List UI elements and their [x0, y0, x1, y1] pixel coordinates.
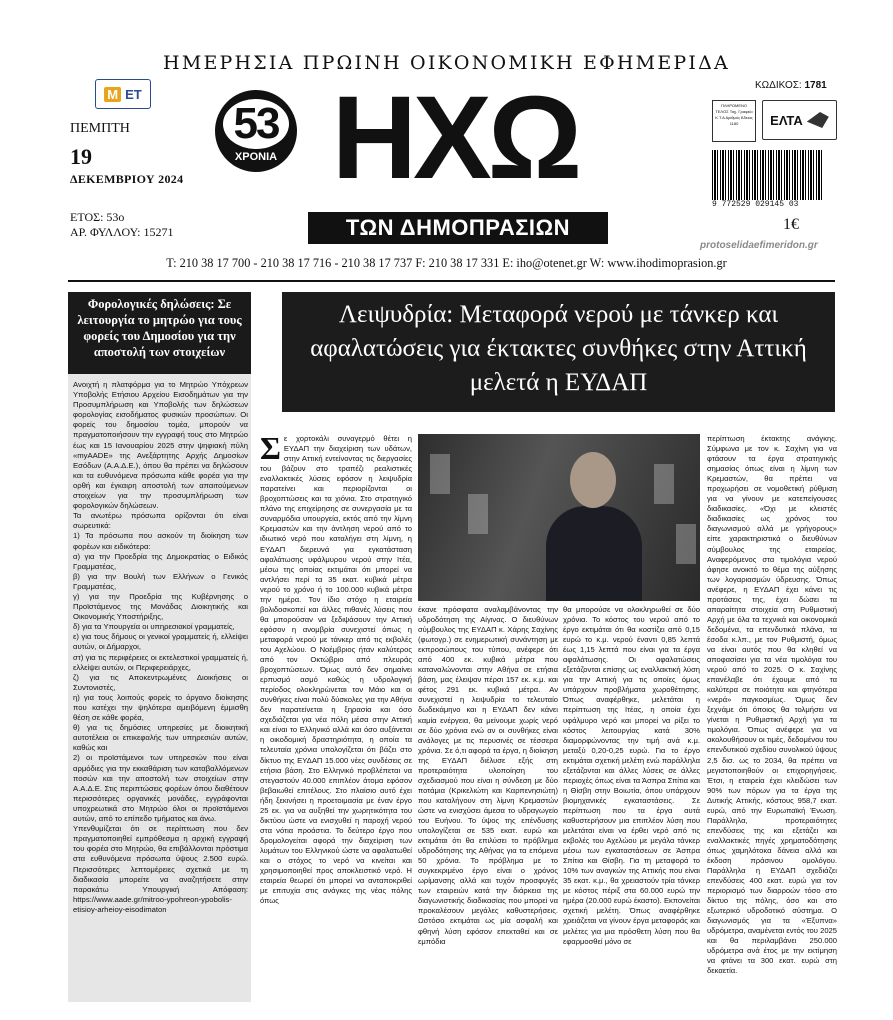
- anniversary-label: ΧΡΟΝΙΑ: [234, 151, 278, 163]
- code-label-text: ΚΩΔΙΚΟΣ:: [755, 80, 802, 91]
- photo-backdrop: [430, 454, 450, 494]
- sidebar-paragraph: ζ) για τις Αποκεντρωμένες Διοικήσεις οι Συντονιστές,: [73, 672, 248, 692]
- sidebar-paragraph: γ) για την Προεδρία της Κυβέρνησης ο Προϊστάμενος της Μονάδας Διοικητικής και Οικονομικής Υποστήριξης,: [73, 591, 248, 622]
- code-value: 1781: [804, 80, 827, 91]
- watermark: protoselidaefimeridon.gr: [700, 240, 818, 251]
- photo-person: [546, 452, 642, 601]
- masthead-title: ΗΧΩ: [331, 72, 579, 204]
- met-logo-text: ET: [125, 86, 142, 102]
- photo-person-suit: [546, 506, 642, 601]
- contact-line: Τ: 210 38 17 700 - 210 38 17 716 - 210 38 17 737 F: 210 38 17 331 E: iho@otenet.gr W: www.ihodimoprasion.gr: [166, 256, 727, 270]
- sidebar-paragraph: α) για την Προεδρία της Δημοκρατίας ο Ειδικός Γραμματέας,: [73, 551, 248, 571]
- issue-year: ΕΤΟΣ: 53ο: [70, 210, 125, 224]
- issue-number: ΑΡ. ΦΥΛΛΟΥ: 15271: [70, 225, 174, 239]
- photo-person-head: [570, 452, 616, 508]
- sidebar-paragraph: Υπενθυμίζεται ότι σε περίπτωση που δεν πραγματοποιηθεί εμπρόθεσμα η αρχική εγγραφή του φορέα στο Μητρώο, θα επιβάλλονται πρόστιμα στα ευθυνόμενα πρόσωπα ύψους 2.500 ευρώ. Περισσότερες λεπτομέρειες σχετικά με τη διαδικασία μπορείτε να αναζητήσετε στην παρακάτω Υπουργική Απόφαση: https://www.aade.gr/mitroo-ypohreon-ypobolis-etisioy-arheioy-eisodimaton: [73, 824, 248, 914]
- article-text: ε χορτοκάλι συναγερμό θέτει η ΕΥΔΑΠ την διαχείριση των υδάτων, στην Αττική εντείνοντας τις διεργασίες του βάζουν στο τραπέζι ρεαλιστικές εναλλακτικές λύσεις εφόσον η λειψυδρία παρατείνει και περιορίζονται οι βροχοπτώσεις και τα χιόνια. Στο στρατηγικό πλάνο της επιχείρησης σε συνεργασία με τα συναρμόδια υπουργεία, εκτός από την λίμνη Κρεμαστών και την άντληση νερού από το ιδιωτικό νερό που καταλήγει στη λίμνη, η ΕΥΔΑΠ διερευνά για εγκατάσταση αφαλάτωσης υφάλμυρου νερού στην Ιτέα, μέσω της οποίας εκτιμάται ότι μπορεί να αντλήσει περί τα 35 εκατ. κυβικά μέτρα νερού το χρόνο ή το 100.000 κυβικά μέτρα την ημέρα. Τον ίδιο στόχο η εταιρεία βολιδοσκοπεί και άλλες πιθανές λύσεις που θα μπορούσαν να ξεδιψάσουν την Αττική εφόσον η ανομβρία συνεχιστεί όπως η μεταφορά νερού με τάνκερ από τις εκβολές του Αχελώου. Ο Νοέμβριος ήταν καλύτερος από τον Οκτώβριο από πλευράς βροχοπτώσεων. Όμως αυτό δεν σημαίνει ερπυσμό ασμό καθώς η υδρολογική περίοδος ολοκληρώνεται τον Μάιο και οι συνθήκες είναι πολύ δύσκολες για την Αθήνα δεν παρατείνεται η ξηρασία και όσο σχεδιάζεται για νέα πόλη μέσα στην Αττική και είναι το Ελληνικό αλλά και όσο αυξάνεται η οικοδομική δραστηριότητα, η οποία τα τελευταία χρόνια υπολογίζεται ότι βάζει στο δίκτυο της ΕΥΔΑΠ 15.000 νέες συνδέσεις σε ετήσια βάση. Στο Ελληνικό προβλέπεται να στεγαστούν 40.000 επιπλέον άτομα εφόσον βεβαιωθεί επιτέλους. Στο πλαίσιο αυτό έχει ήδη ξεκινήσει η προετοιμασία με έναν έργο 25 εκ. για να αυξηθεί την χωρητικότητα του δικτύου ώστε να ενισχυθεί η παροχή νερού στα νότια προάστια. Το δεύτερο έργο που δρομολογείται αφορά την διαχείριση των λυμάτων του Ελληνικού ώστε να αφαλατωθεί και ο στόχος το νερό να κινείται και χρησιμοποιηθεί προς αποκλειστικό νερό. Η εταιρεία θεωρεί ότι μπορεί να ανταποκριθεί με επιτυχία στις ανάγκες της νέας πόλης όπως: [260, 434, 412, 906]
- elta-text: ΕΛΤΑ: [770, 112, 803, 128]
- sidebar-paragraph: δ) για τα Υπουργεία οι υπηρεσιακοί γραμματείς,: [73, 622, 235, 632]
- photo-backdrop: [468, 494, 488, 534]
- sidebar-paragraph: ε) για τους δήμους οι γενικοί γραμματείς ή, ελλείψει αυτών, οι Δήμαρχοι,: [73, 632, 248, 652]
- sidebar-paragraph: 2) οι προϊστάμενοι των υπηρεσιών που είναι αρμόδιες για την εκκαθάριση των καταβαλλόμενων ποσών και την αποστολή των στοιχείων στην Α.Α.Δ.Ε. Στις περιπτώσεις φορέων όπου διαθέτουν περισσότερες οργανικές μονάδες, εγγράφονται υποχρεωτικά στο Μητρώο όλοι οι προϊστάμενοι αυτών, από το επίπεδο τμήματος και άνω.: [73, 753, 248, 824]
- article-photo: [418, 434, 700, 601]
- masthead-subtitle: ΤΩΝ ΔΗΜΟΠΡΑΣΙΩΝ: [308, 212, 608, 244]
- price: 1€: [783, 216, 799, 233]
- sidebar-paragraph: Τα ανωτέρω πρόσωπα ορίζονται ότι είναι σωρευτικά:: [73, 511, 248, 531]
- photo-backdrop: [676, 524, 696, 564]
- barcode-digits: 9 772529 029145 03: [712, 200, 799, 209]
- article-column-3: θα μπορούσε να ολοκληρωθεί σε δύο χρόνια. Το κόστος του νερού από το έργο εκτιμάται ότι θα κοστίζει από 0,15 ευρώ το κ.μ. νερού έναντι 0,85 λεπτά έως 1,15 λεπτά που είναι για τα έργα αφαλάτωσης. Οι αφαλατώσεις εξετάζονται επίσης ως εναλλακτική λύση για την Αττική για τις οποίες όμως υπάρχουν προβλήματα χωροθέτησης. Όπως αναφέρθηκε, μελετάται η περίπτωση της Ιτέας, η οποία έχει υφάλμυρο νερό και μπορεί να ρίξει το κόστος λειτουργίας κατά 30% διαμορφώνοντας την τιμή ανά κ.μ. μεταξύ 0,20-0,25 ευρώ. Για το έργο εκτιμάται σχετική μελέτη ενώ παράλληλα εξετάζονται και άλλες λύσεις σε άλλες περιοχές όπως είναι τα Άσπρα Σπίτια και η Θίσβη στην Βοιωτία, όπου υπάρχουν βιομηχανικές εγκαταστάσεις. Σε περίπτωση που τα έργα αυτά καθυστερήσουν μια επιπλέον λύση που μελετάται είναι να έρθει νερό από τις εκβολές του Αχελώου με μεγάλα τάνκερ μέσω των εγκαταστάσεων σε Άσπρα Σπίτια και Θίσβη. Για τη μεταφορά το 10% των αναγκών της Αττικής που είναι 35 εκατ. κ.μ., θα χρειαστούν τρία τάνκερ με κόστος πέριξ στα 60.000 ευρώ την ημέρα (20.000 ευρώ έκαστο). Εκπονείται σχετική μελέτη. Όπως αναφέρθηκε χρειάζεται να γίνουν έργα μεταφοράς και μελέτες για μια πρόσθετη λύση που θα εφαρμοσθεί μόνο σε: [563, 605, 700, 946]
- sidebar-paragraph: Ανοιχτή η πλατφόρμα για το Μητρώο Υπόχρεων Υποβολής Ετήσιου Αρχείου Εισοδημάτων για την Προσυμπλήρωση και Υποβολής των δηλώσεων φορολογίας εισοδήματος φυσικών προσώπων. Οι φορείς του δημοσίου τομέα, μπορούν να πραγματοποιήσουν την εγγραφή τους στο Μητρώο έως και 15 Ιανουαρίου 2025 στην ψηφιακή πύλη «myAADE» της Ανεξάρτητης Αρχής Δημοσίων Εσόδων (Α.Α.Δ.Ε.), όπου θα πρέπει να δηλώσουν και τα ευθυνόμενα πρόσωπα κάθε φορέα για την ορθή και έγκαιρη αποστολή των απαιτούμενων στοιχείων για την προσυμπλήρωση των φορολογικών δηλώσεων.: [73, 380, 248, 511]
- sidebar-paragraph: 1) Τα πρόσωπα που ασκούν τη διοίκηση των φορέων και ειδικότερα:: [73, 531, 248, 551]
- met-logo: [95, 79, 151, 109]
- met-logo-mark: M: [104, 87, 121, 102]
- anniversary-number: 53: [223, 99, 289, 149]
- article-column-2: έκανε πρόσφατα αναλαμβάνοντας την υδροδότηση της Αίγινας. Ο διευθύνων σύμβουλος της ΕΥΔΑΠ κ. Χάρης Σαχίνης (φωτογρ.) σε ενημερωτική συνάντηση με εκπροσώπους του τύπου, ανέφερε ότι από 400 εκ. κυβικά μέτρα που καταναλώνονται στην Αθήνα σε ετήσια βάση, μας έλειψαν πέρσι 157 εκ. κ.μ. και φέτος 291 εκ. κυβικά μέτρα. Αν συνεχιστεί η λειψυδρία το τελευταίο δωδεκάμηνο και η ΕΥΔΑΠ δεν κάνει καμία ενέργεια, θα μείνουμε χωρίς νερό σε δύο χρόνια ενώ αν οι συνθήκες είναι ανάλογες με τις περυσινές σε τέσσερα χρόνια. Σε ό,τι αφορά τα έργα, η διοίκηση της ΕΥΔΑΠ διέλυσε εξής στη προτεραιότητα υλοποίηση του σχεδιασμού που είναι η σύνδεση με δύο ποτάμια (Κρικελιώτη και Καρπενησιώτη) που καταλήγουν στη λίμνη Κρεμαστών ώστε να ενισχύσει άμεσα το υδραγωγείο του Ευήνου. Το ύψος της επένδυσης υπολογίζεται σε 535 εκατ. ευρώ και εκτιμάται ότι θα επιλύσει το πρόβλημα υδροδότησης της Αθήνας για τα επόμενα 50 χρόνια. Το πρόβλημα με το συγκεκριμένο έργο είναι ο χρόνος ωρίμανσης αλλά και τυχόν προσφυγές των εταιρειών κατά την διάρκεια της διαγωνιστικής διαδικασίας που μπορεί να προκαλέσουν μεγάλες καθυστερήσεις. Ωστόσο εκτιμάται ως μία ασφαλή και φθηνή λύση εφόσον επεκταθεί και σε εμπόδια: [418, 605, 558, 946]
- article-column-1: [260, 430, 412, 906]
- postage-stamp: ΠΛΗΡΩΜΕΝΟ ΤΕΛΟΣ Ταχ. Γραφείο Κ.Τ.Α Αριθμός Άδειας 1180: [712, 100, 756, 142]
- issue-date-number: 19: [70, 144, 92, 169]
- sidebar-paragraph: θ) για τις δημόσιες υπηρεσίες με διοικητική αυτοτέλεια οι επικεφαλής των υπηρεσιών αυτών, καθώς και: [73, 723, 248, 753]
- sidebar-paragraph: β) για την Βουλή των Ελλήνων ο Γενικός Γραμματέας,: [73, 571, 248, 591]
- issue-day: ΠΕΜΠΤΗ: [70, 121, 130, 136]
- barcode: [712, 150, 822, 200]
- article-column-4: περίπτωση έκτακτης ανάγκης. Σύμφωνα με τον κ. Σαχίνη για να φτάσουν τα έργα στρατηγικής σημασίας όπως είναι η λίμνη των Κρεμαστών, θα πρέπει να προχωρήσει σε νομοθετική ρύθμιση για να γίνουν με κατεπείγουσες διαδικασίες. «Όχι με κλειστές διαδικασίες ως χρόνος του διαγωνισμού αλλά με γρήγορους» είπε χαρακτηριστικά ο διευθύνων σύμβουλος της εταιρείας. Αναφερόμενος στα τιμολόγια νερού άφησε ανοικτό το θέμα της αύξησης των λογαριασμών ύδρευσης. Όπως ανέφερε, η ΕΥΔΑΠ έχει κάνει τις προτάσεις της, έχει δώσει τα απαραίτητα στοιχεία στη Ρυθμιστική Αρχή με όλα τα τεχνικά και οικονομικά δεδομένα, τα επενδυτικά πλάνα, τα έσοδα κ.λπ., με τον Ρυθμιστή, όμως να είναι αυτός που θα κληθεί να αποφασίσει για τα νέα τιμολόγια του νερού από το 2025. Ο κ. Σαχίνης επανέλαβε ότι έχουμε από τα καλύτερα σε ποιότητα και φτηνότερα «νερά» παγκοσμίως. Όμως δεν ξεχνάμε ότι όποιος θα τολμήσει να γίνεται η Ρυθμιστική Αρχή για τα τιμολόγια. Όπως ανέφερε για να ακολουθήσουν οι τιμές, δεδομένου του επενδυτικού σχεδίου συνολικού ύψους 2,5 δισ. ως το 2034, θα πρέπει να μεγιστοποιηθούν οι επιχορηγήσεις. Έτσι, η εταιρεία έχει κλειδώσει των 90% των πόρων για τα έργα της Δυτικής Αττικής, κόστους 958,7 εκατ. ευρώ, από την Ευρωπαϊκή Ένωση. Παράλληλα, προτεραιότητες επενδύσεις της και εξετάζει και εναλλακτικές πηγές χρηματοδότησης όπως χαμηλότοκα δάνεια αλλά και έκδοση πράσινου ομολόγου. Παράλληλα η ΕΥΔΑΠ σχεδιάζει επενδύσεις 400 εκατ. ευρώ για τον περιορισμό των διαρροών τόσο στο δίκτυο της πόλης, όσο και στο εξωτερικό υδροδοτικό σύστημα. Ο διαγωνισμός για τα «Έξυπνα» υδρόμετρα, αναμένεται εντός του 2025 και θα περιλαμβάνει 250.000 υδρόμετρα ανά έτος με την εκτίμηση να φτάνει τα 300 εκατ. ευρώ στη δεκαετία.: [707, 434, 837, 976]
- sidebar-title: Φορολογικές δηλώσεις: Σε λειτουργία το μητρώο για τους φορείς του Δημοσίου για την αποστολή των στοιχείων: [68, 292, 251, 374]
- code-label: [755, 80, 827, 91]
- anniversary-badge: [215, 90, 297, 172]
- elta-bird-icon: [807, 112, 829, 128]
- sidebar-paragraph: η) για τους λοιπούς φορείς το όργανο διοίκησης που κατέχει την ψηλότερα αμειβόμενη έμμισθη θέση σε κάθε φορέα,: [73, 692, 248, 723]
- header-rule: [68, 280, 835, 282]
- sidebar-paragraph: στ) για τις περιφέρειες οι εκτελεστικοί γραμματείς ή, ελλείψει αυτών, οι Περιφερειάρχες,: [73, 652, 248, 672]
- dropcap: Σ: [260, 430, 281, 466]
- issue-date-month: ΔΕΚΕΜΒΡΙΟΥ 2024: [70, 172, 184, 186]
- main-headline: Λειψυδρία: Μεταφορά νερού με τάνκερ και αφαλατώσεις για έκτακτες συνθήκες στην Αττική μελετά η ΕΥΔΑΠ: [282, 292, 835, 412]
- elta-logo: [762, 100, 837, 140]
- newspaper-tagline: ΗΜΕΡΗΣΙΑ ΠΡΩΙΝΗ ΟΙΚΟΝΟΜΙΚΗ ΕΦΗΜΕΡΙΔΑ: [163, 52, 730, 74]
- sidebar-body: [73, 380, 248, 915]
- photo-backdrop: [654, 464, 674, 504]
